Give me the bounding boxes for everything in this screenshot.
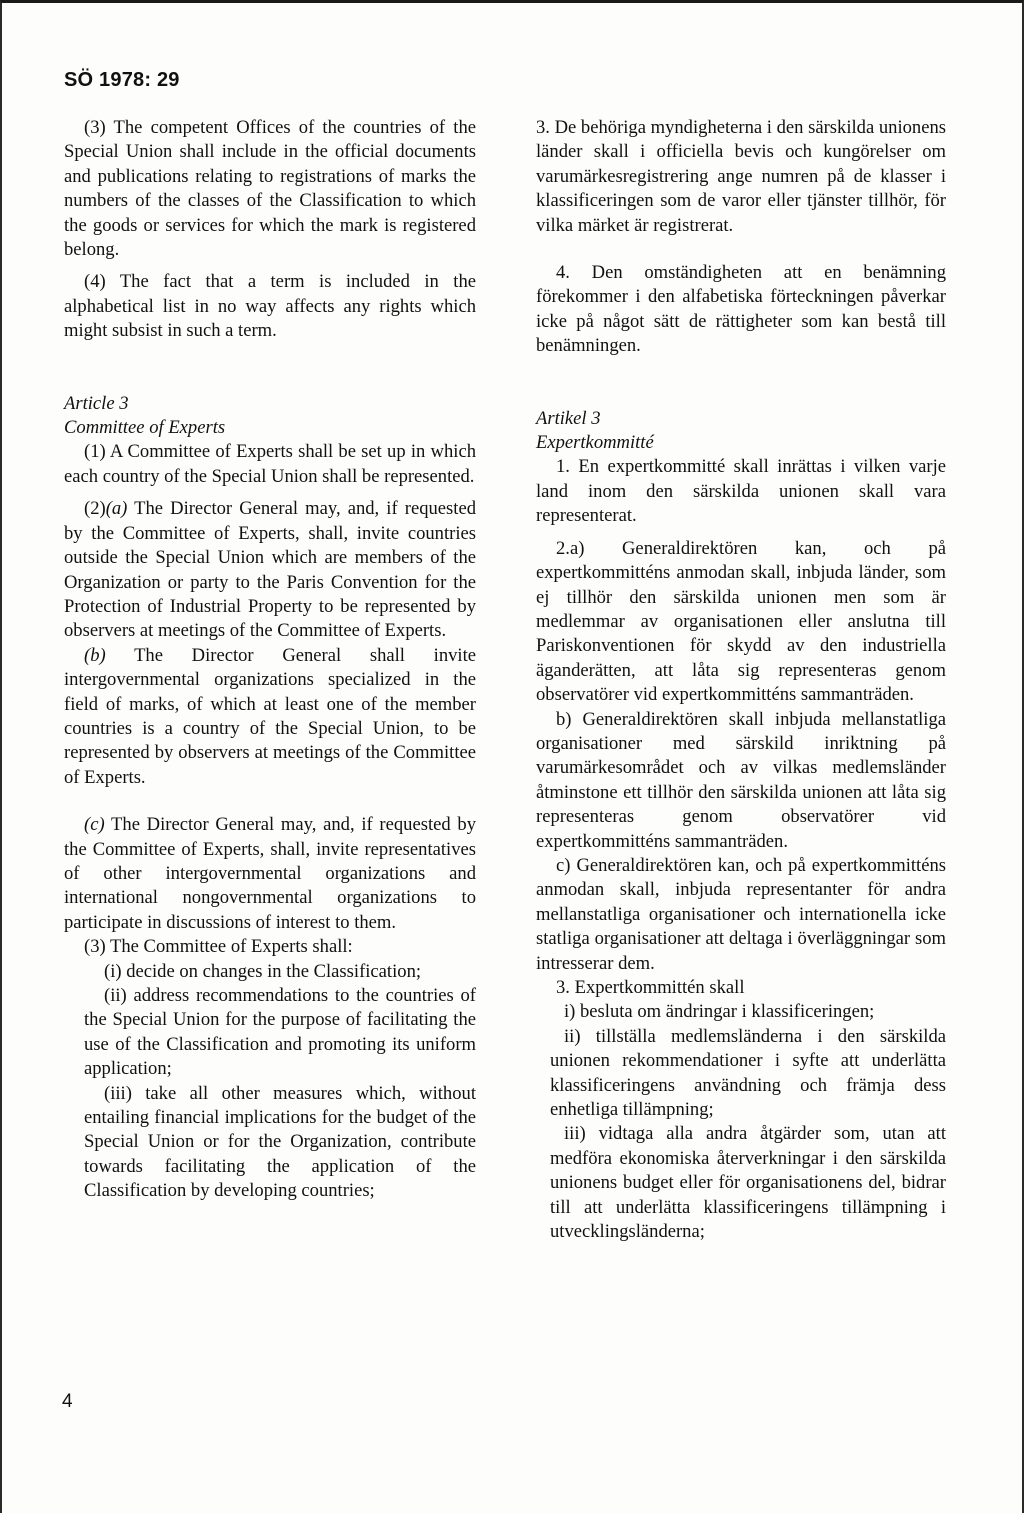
en-paragraph-3 — [64, 116, 476, 262]
sv-art3-item-ii: ii) tillställa medlemsländerna i den särskilda unionen rekommendationer i syfte att underlätta klassificeringens användning och främja dess enhetliga tillämpning; — [550, 1025, 946, 1121]
en-p3-text: The competent Offices of the countries of the Special Union shall include in the official documents and publications relating to registrations of marks the numbers of the classes of the Classification to which the goods or services for which the mark is registered belong. — [64, 117, 477, 261]
en-a2a-text: The Director General may, and, if requested by the Committee of Experts, shall, invite countries outside the Special Union which are members of the Organization or party to the Paris Convention for the Protection of Industrial Property to be represented by observers at meetings of the Committee of Experts. — [64, 498, 476, 642]
en-a2b-text: The Director General shall invite intergovernmental organizations specialized in the field of marks, of which at least one of the member countries is a country of the Special Union, to be represented by observers at meetings of the Committee of Experts. — [64, 644, 477, 788]
sv-art3-para-2a: 2.a) Generaldirektören kan, och på expertkommitténs anmodan skall, inbjuda länder, som ej tillhör den särskilda unionen men som är medlemmar av organisationen eller anslutna till Pariskonventionen för skydd av den industriella äganderätten, att låta sig representeras genom observatörer vid expertkommitténs sammanträden. — [536, 537, 946, 706]
sv-paragraph-3: 3. De behöriga myndigheterna i den särskilda unionens länder skall i officiella bevis och kungörelser om varumärkesregistrering ange numren på de klasser i klassificeringen som de varor eller tjänster tillhör, för vilka märket är registrerat. — [536, 117, 946, 236]
sv-art3-para-2c: c) Generaldirektören kan, och på expertkommitténs anmodan skall, inbjuda representanter för andra mellanstatliga organisationer och internationella icke statliga organisationer att deltaga i överläggningar som intresserar dem. — [536, 854, 946, 974]
sv-art3-item-i: i) besluta om ändringar i klassificeringen; — [564, 1001, 875, 1023]
en-p4-label: (4) — [84, 271, 106, 293]
en-p3-label: (3) — [84, 117, 106, 138]
en-art3-para-1 — [64, 440, 476, 489]
sv-article-subtitle: Expertkommitté — [536, 432, 654, 454]
en-art3-para-2c — [64, 813, 476, 935]
en-a2c-label: (c) — [84, 814, 105, 836]
en-a2a-sublabel: (a) — [105, 498, 128, 520]
en-paragraph-4 — [64, 270, 476, 343]
en-a2b-label: (b) — [84, 644, 106, 666]
sv-art3-para-3: 3. Expertkommittén skall — [556, 977, 745, 998]
sv-article-title: Artikel 3 — [536, 407, 601, 429]
en-a2c-text: The Director General may, and, if requested by the Committee of Experts, shall, invite representatives of other intergovernmental organizations and international nongovernmental organizations to participate in discussions of interest to them. — [64, 814, 476, 933]
en-art3-para-2a — [64, 497, 476, 643]
sv-art3-para-1: 1. En expertkommitté skall inrättas i vilken varje land inom den särskilda unionen skall vara representerat. — [536, 456, 946, 527]
en-p4-text: The fact that a term is included in the alphabetical list in no way affects any rights which might subsist in such a term. — [64, 271, 477, 342]
en-art3-item-iii: (iii) take all other measures which, without entailing financial implications for the budget of the Special Union or for the Organization, contribute towards facilitating the application of the Classification by developing countries; — [84, 1082, 476, 1202]
sv-art3-item-iii: iii) vidtaga alla andra åtgärder som, utan att medföra ekonomiska återverkningar i den särskilda unionens budget eller för organisationens del, bidrar till att underlätta klassificeringens tillämpning i utvecklingsländerna; — [550, 1123, 946, 1243]
en-a1-label: (1) — [84, 441, 106, 463]
en-art3-item-ii: (ii) address recommendations to the countries of the Special Union for the purpose of facilitating the use of the Classification and promoting its uniform application; — [84, 985, 476, 1080]
document-reference: SÖ 1978: 29 — [64, 69, 180, 91]
en-article-title: Article 3 — [64, 392, 129, 414]
en-article-subtitle: Committee of Experts — [64, 417, 226, 439]
page-number: 4 — [62, 1391, 73, 1412]
english-column — [64, 116, 476, 1204]
sv-paragraph-4: 4. Den omständigheten att en benämning förekommer i den alfabetiska förteckningen påverkar icke på något sätt de rättigheter som kan bestå till benämningen. — [536, 262, 946, 357]
en-art3-para-3: (3) The Committee of Experts shall: — [84, 936, 353, 958]
en-art3-para-2b — [64, 644, 476, 790]
en-art3-item-i: (i) decide on changes in the Classification; — [104, 960, 422, 982]
en-a2a-label: (2) — [84, 498, 106, 520]
swedish-column — [536, 116, 946, 1244]
en-a1-text: A Committee of Experts shall be set up in which each country of the Special Union shall be represented. — [64, 441, 476, 487]
sv-art3-para-2b: b) Generaldirektören skall inbjuda mellanstatliga organisationer med särskild inriktning på varumärkesområdet och av vilkas medlemsländer åtminstone ett tillhör den särskilda unionen att låta sig representeras genom observatörer vid expertkommitténs sammanträden. — [536, 708, 946, 852]
